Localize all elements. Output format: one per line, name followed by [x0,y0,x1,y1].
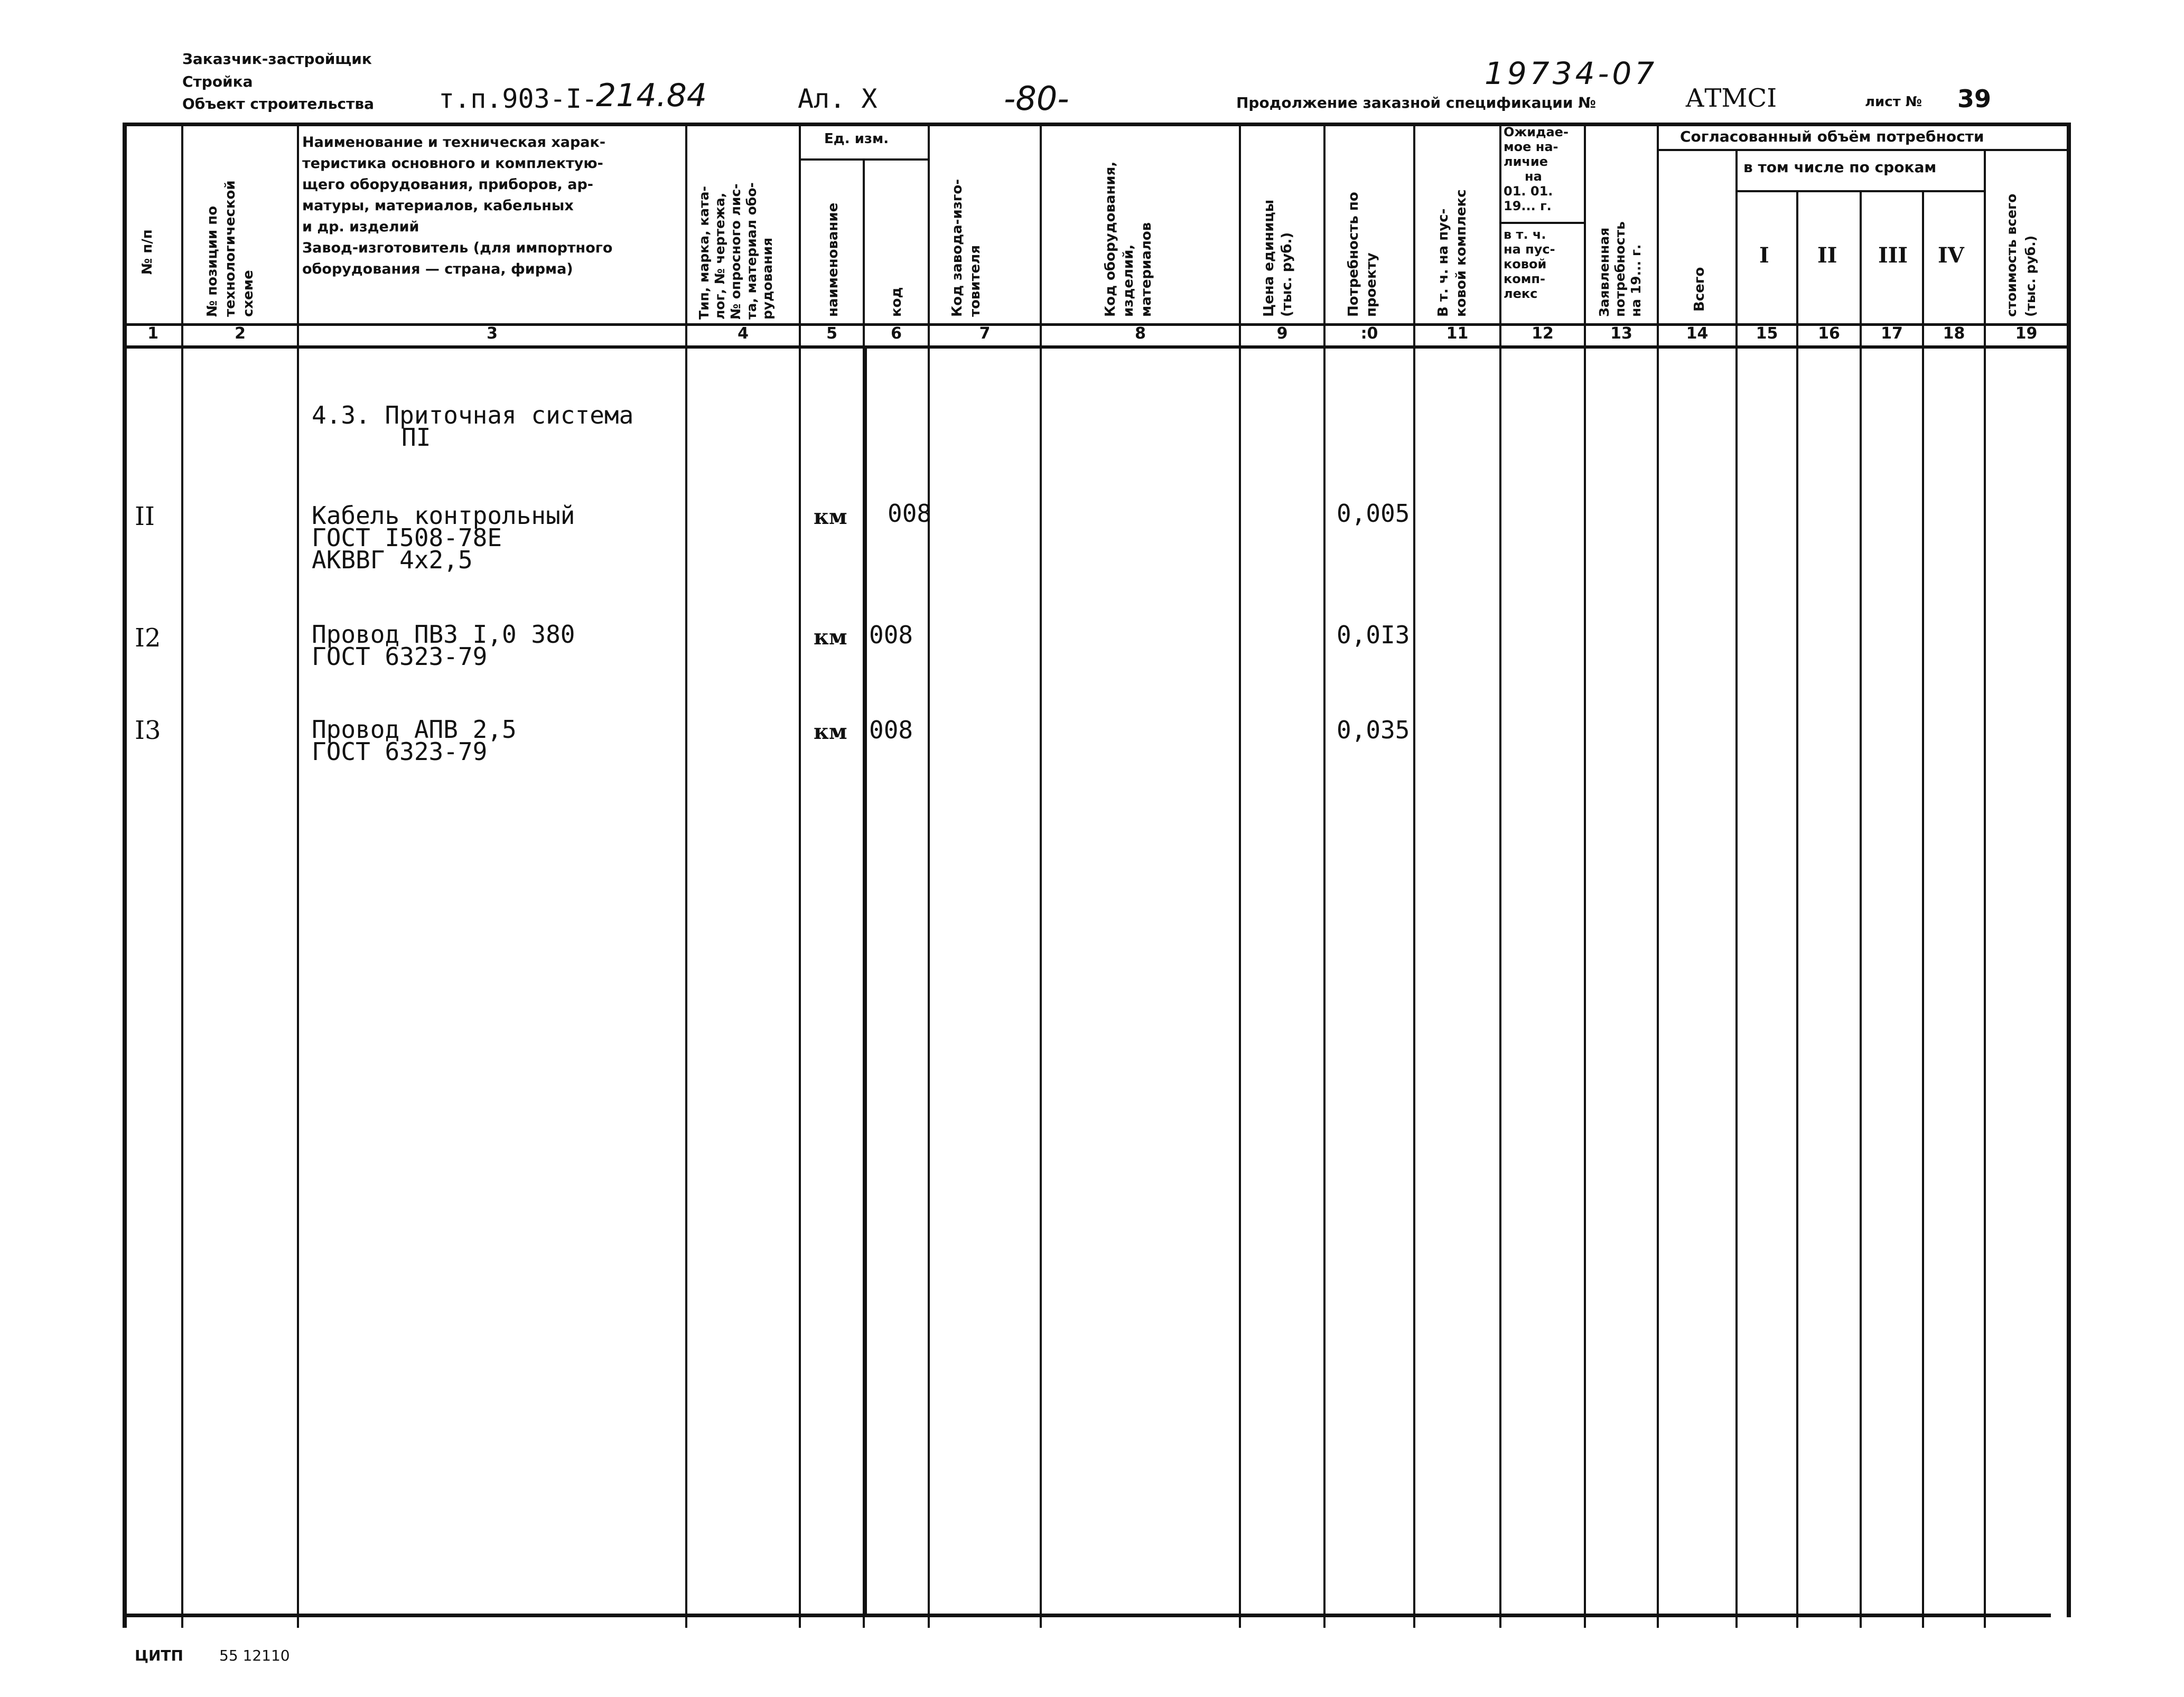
col3-header-line: Завод-изготовитель (для импортного [302,240,613,256]
col-border-12 [1584,123,1586,1628]
col12-top-line: 01. 01. [1504,184,1553,199]
column-number: 17 [1881,324,1903,343]
col12-header-top [1504,125,1583,213]
row-description [312,715,517,766]
column-number: 1 [147,324,158,343]
row-unit: км [814,504,847,529]
column-number: :0 [1360,324,1378,343]
footer-org: ЦИТП [135,1647,183,1664]
col9-header: Цена единицы (тыс. руб.) [1261,199,1295,317]
description-line: АКВВГ 4х2,5 [312,546,473,574]
row-number: II [135,502,155,531]
col12-top-line: Ожидае- [1504,125,1569,139]
continuation-label: Продолжение заказной спецификации № [1236,94,1596,111]
col6-header: код [889,287,904,317]
agreed-group-header: Согласованный объём потребности [1680,128,1984,145]
table-bottom-border [123,1614,2051,1617]
col-border-8 [1239,123,1241,1628]
col3-header-line: оборудования — страна, фирма) [302,261,573,277]
col18-header: IV [1938,243,1964,268]
col15-header: I [1759,243,1769,268]
col5-header: наименование [825,202,841,317]
col-border-18 [1984,149,1986,1628]
col12-bottom-line: на пус- [1504,242,1555,257]
column-number: 18 [1943,324,1965,343]
table-top-border [123,123,2071,126]
description-line: Провод ПВ3 I,0 380 [312,620,575,649]
col-border-13 [1657,123,1659,1628]
row-unit: км [814,719,847,744]
col-border-7 [1040,123,1042,1628]
col3-header-line: щего оборудования, приборов, ар- [302,176,593,193]
column-number: 5 [826,324,837,343]
col-border-19 [2067,123,2071,1617]
row-number: I2 [135,623,161,653]
col-border-11 [1499,123,1501,1628]
col3-header-line: Наименование и техническая харак- [302,134,606,151]
col-border-15 [1796,190,1798,1628]
col7-header: Код завода-изго- товителя [949,179,983,317]
column-number: 11 [1446,324,1469,343]
row-need: 0,035 [1337,716,1410,744]
col-border-3 [685,123,687,1628]
col3-header-line: теристика основного и комплектую- [302,155,603,172]
column-number: 8 [1135,324,1146,343]
description-line: ГОСТ I508-78Е [312,523,502,552]
document-number: 19734-07 [1485,55,1658,91]
customer-label: Заказчик-застройщик [182,50,372,68]
column-number: 4 [738,324,749,343]
sheet-label: лист № [1865,94,1922,110]
column-number: 9 [1276,324,1288,343]
page-number: -80- [1004,79,1069,118]
col12-bottom-line: комп- [1504,271,1545,286]
agreed-group-line [1657,149,2071,151]
col17-header: III [1878,243,1908,268]
row-description [312,620,575,671]
col-border-16 [1860,190,1862,1628]
col-border-1 [181,123,183,1628]
column-number: 3 [487,324,498,343]
section-title [312,401,634,452]
project-code-handwritten: 214.84 [596,77,707,114]
col19-header: стоимость всего (тыс. руб.) [2004,193,2038,317]
col12-header-bottom [1504,227,1583,301]
column-numbers-bottom-line [123,345,2071,349]
section-title-line: 4.3. Приточная система [312,401,634,429]
spec-code: АТМСI [1685,83,1777,113]
column-number: 19 [2015,324,2038,343]
column-number: 2 [235,324,246,343]
column-number: 15 [1756,324,1778,343]
col8-header: Код оборудования, изделий, материалов [1103,161,1154,317]
col11-header: В т. ч. на пус- ковой комплекс [1435,189,1469,317]
col-border-5-thick [863,345,867,1616]
unit-group-header: Ед. изм. [824,131,889,147]
col12-top-line: личие [1504,154,1548,169]
col3-header [302,132,683,280]
row-unit-code: 008 [888,499,932,528]
description-line: ГОСТ 6323-79 [312,737,488,766]
column-number: 14 [1686,324,1709,343]
description-line: ГОСТ 6323-79 [312,642,488,671]
col3-header-line: матуры, материалов, кабельных [302,198,574,214]
col3-header-line: и др. изделий [302,219,419,235]
row-unit-code: 008 [869,716,913,744]
column-number: 16 [1818,324,1840,343]
row-need: 0,005 [1337,499,1410,528]
expected-split-line [1499,222,1584,224]
section-title-line: ПI [402,423,431,452]
column-number: 7 [979,324,991,343]
row-need: 0,0I3 [1337,621,1410,649]
col-border-0 [123,123,127,1628]
col4-header: Тип, марка, ката- лог, № чертежа, № опросного лис- та, материал обо- рудования [696,182,775,320]
description-line: Кабель контрольный [312,501,575,530]
col12-bottom-line: лекс [1504,286,1538,301]
row-description [312,501,575,574]
column-number: 13 [1610,324,1632,343]
col12-top-line: 19... г. [1504,199,1552,213]
col-border-4 [799,123,801,1628]
col12-top-line: мое на- [1504,139,1558,154]
col-border-2 [297,123,299,1628]
col-border-14 [1735,149,1738,1628]
object-label: Объект строительства [182,95,374,112]
col12-bottom-line: ковой [1504,257,1547,271]
col-border-17 [1922,190,1924,1628]
col-border-10 [1413,123,1415,1628]
footer-code: 55 12110 [219,1647,290,1664]
album-label: Ал. X [798,83,878,114]
site-label: Стройка [182,73,253,90]
col14-header: Всего [1692,267,1707,312]
column-number: 6 [891,324,902,343]
col2-header: № позиции по технологической схеме [204,180,256,317]
sheet-number: 39 [1957,85,1992,113]
col12-top-line: на [1525,169,1542,184]
col12-bottom-line: в т. ч. [1504,227,1546,242]
column-number: 12 [1532,324,1554,343]
col10-header: Потребность по проекту [1346,192,1379,317]
col13-header: Заявленная потребность на 19... г. [1597,221,1644,317]
project-code: т.п.903-I- [438,83,598,114]
row-unit: км [814,625,847,650]
row-number: I3 [135,716,161,745]
col16-header: II [1817,243,1837,268]
terms-group-header: в том числе по срокам [1743,158,1937,176]
row-unit-code: 008 [869,621,913,649]
col-border-9 [1323,123,1326,1628]
description-line: Провод АПВ 2,5 [312,715,517,744]
col-border-6 [928,123,930,1628]
col1-header: № п/п [139,229,155,275]
